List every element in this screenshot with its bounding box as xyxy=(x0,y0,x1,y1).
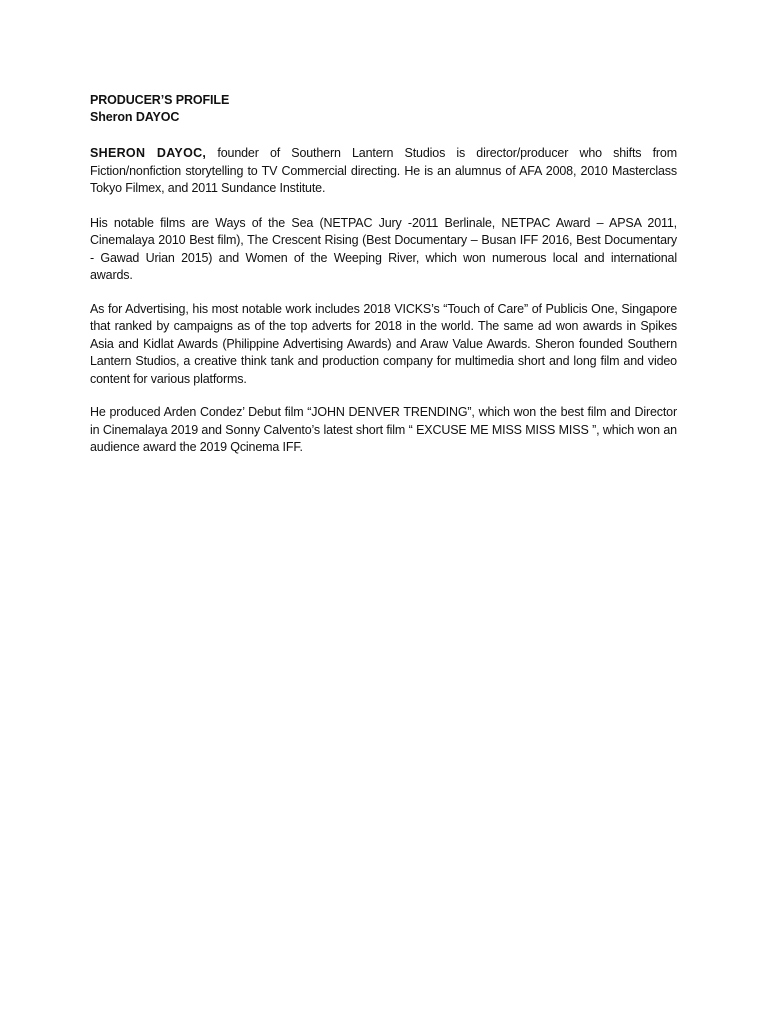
paragraph-lead-name: SHERON DAYOC, xyxy=(90,146,207,160)
document-page xyxy=(90,92,677,457)
paragraph-films: His notable films are Ways of the Sea (NETPAC Jury -2011 Berlinale, NETPAC Award – APSA 2011, Cinemalaya 2010 Best film), The Crescent Rising (Best Documentary – Busan IFF 2016, Best Documentary - Gawad Urian 2015) and Women of the Weeping River, which won numerous local and international awards. xyxy=(90,215,677,282)
paragraph-intro xyxy=(90,145,677,198)
document-subtitle: Sheron DAYOC xyxy=(90,110,180,124)
paragraph-advertising: As for Advertising, his most notable work includes 2018 VICKS’s “Touch of Care” of Publicis One, Singapore that ranked by campaigns as of the top adverts for 2018 in the world. The same ad won awards in Spikes Asia and Kidlat Awards (Philippine Advertising Awards) and Araw Value Awards. Sheron founded Southern Lantern Studios, a creative think tank and production company for multimedia short and long film and video content for various platforms. xyxy=(90,301,677,386)
paragraph-intro-text: founder of Southern Lantern Studios is director/producer who shifts from Fiction/nonfiction storytelling to TV Commercial directing. He is an alumnus of AFA 2008, 2010 Masterclass Tokyo Filmex, and 2011 Sundance Institute. xyxy=(90,146,677,195)
document-title: PRODUCER’S PROFILE xyxy=(90,93,230,107)
paragraph-productions: He produced Arden Condez’ Debut film “JOHN DENVER TRENDING”, which won the best film and Director in Cinemalaya 2019 and Sonny Calvento’s latest short film “ EXCUSE ME MISS MISS MISS ”, which won an audience award the 2019 Qcinema IFF. xyxy=(90,405,677,454)
